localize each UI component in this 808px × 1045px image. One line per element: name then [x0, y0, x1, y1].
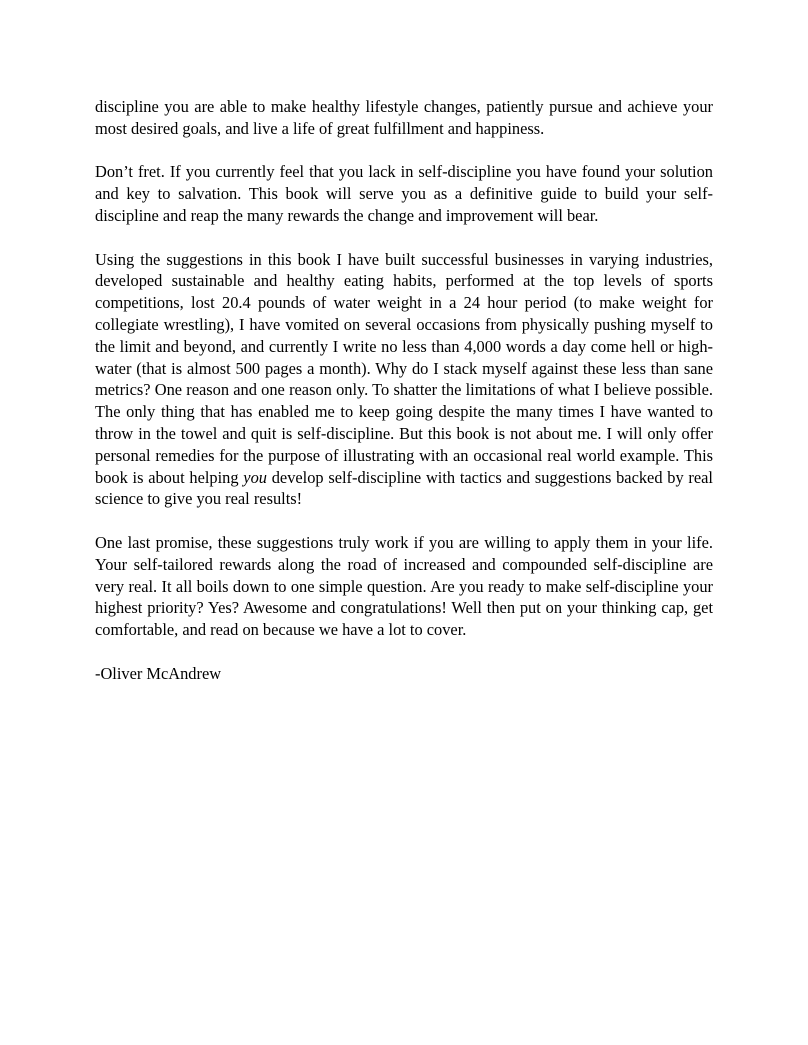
page-content	[95, 96, 713, 685]
paragraph-using-suggestions	[95, 249, 713, 511]
emphasis-you: you	[243, 467, 267, 487]
author-signature: -Oliver McAndrew	[95, 663, 222, 683]
paragraph-text-before-emphasis: Using the suggestions in this book I have built successful businesses in varying industries, developed sustainable and healthy eating habits, performed at the top levels of sports competitions, lost 20.4 pounds of water weight in a 24 hour period (to make weight for collegiate wrestling), I have vomited on several occasions from physically pushing myself to the limit and beyond, and currently I write no less than 4,000 words a day come hell or high-water (that is almost 500 pages a month). Why do I stack myself against these less than sane metrics? One reason and one reason only. To shatter the limitations of what I believe possible. The only thing that has enabled me to keep going despite the many times I have wanted to throw in the towel and quit is self-discipline. But this book is not about me. I will only offer personal remedies for the purpose of illustrating with an occasional real world example. This book is about helping	[95, 249, 713, 487]
paragraph-text-after-emphasis: develop self-discipline with tactics and suggestions backed by real science to give you real results!	[95, 467, 713, 509]
paragraph-last-promise: One last promise, these suggestions truly work if you are willing to apply them in your life. Your self-tailored rewards along the road of increased and compounded self-discipline are very real. It all boils down to one simple question. Are you ready to make self-discipline your highest priority? Yes? Awesome and congratulations! Well then put on your thinking cap, get comfortable, and read on because we have a lot to cover.	[95, 532, 713, 640]
paragraph-intro: discipline you are able to make healthy lifestyle changes, patiently pursue and achieve your most desired goals, and live a life of great fulfillment and happiness.	[95, 97, 713, 138]
paragraph-dont-fret: Don’t fret. If you currently feel that you lack in self-discipline you have found your solution and key to salvation. This book will serve you as a definitive guide to build your self-discipline and reap the many rewards the change and improvement will bear.	[95, 162, 713, 225]
